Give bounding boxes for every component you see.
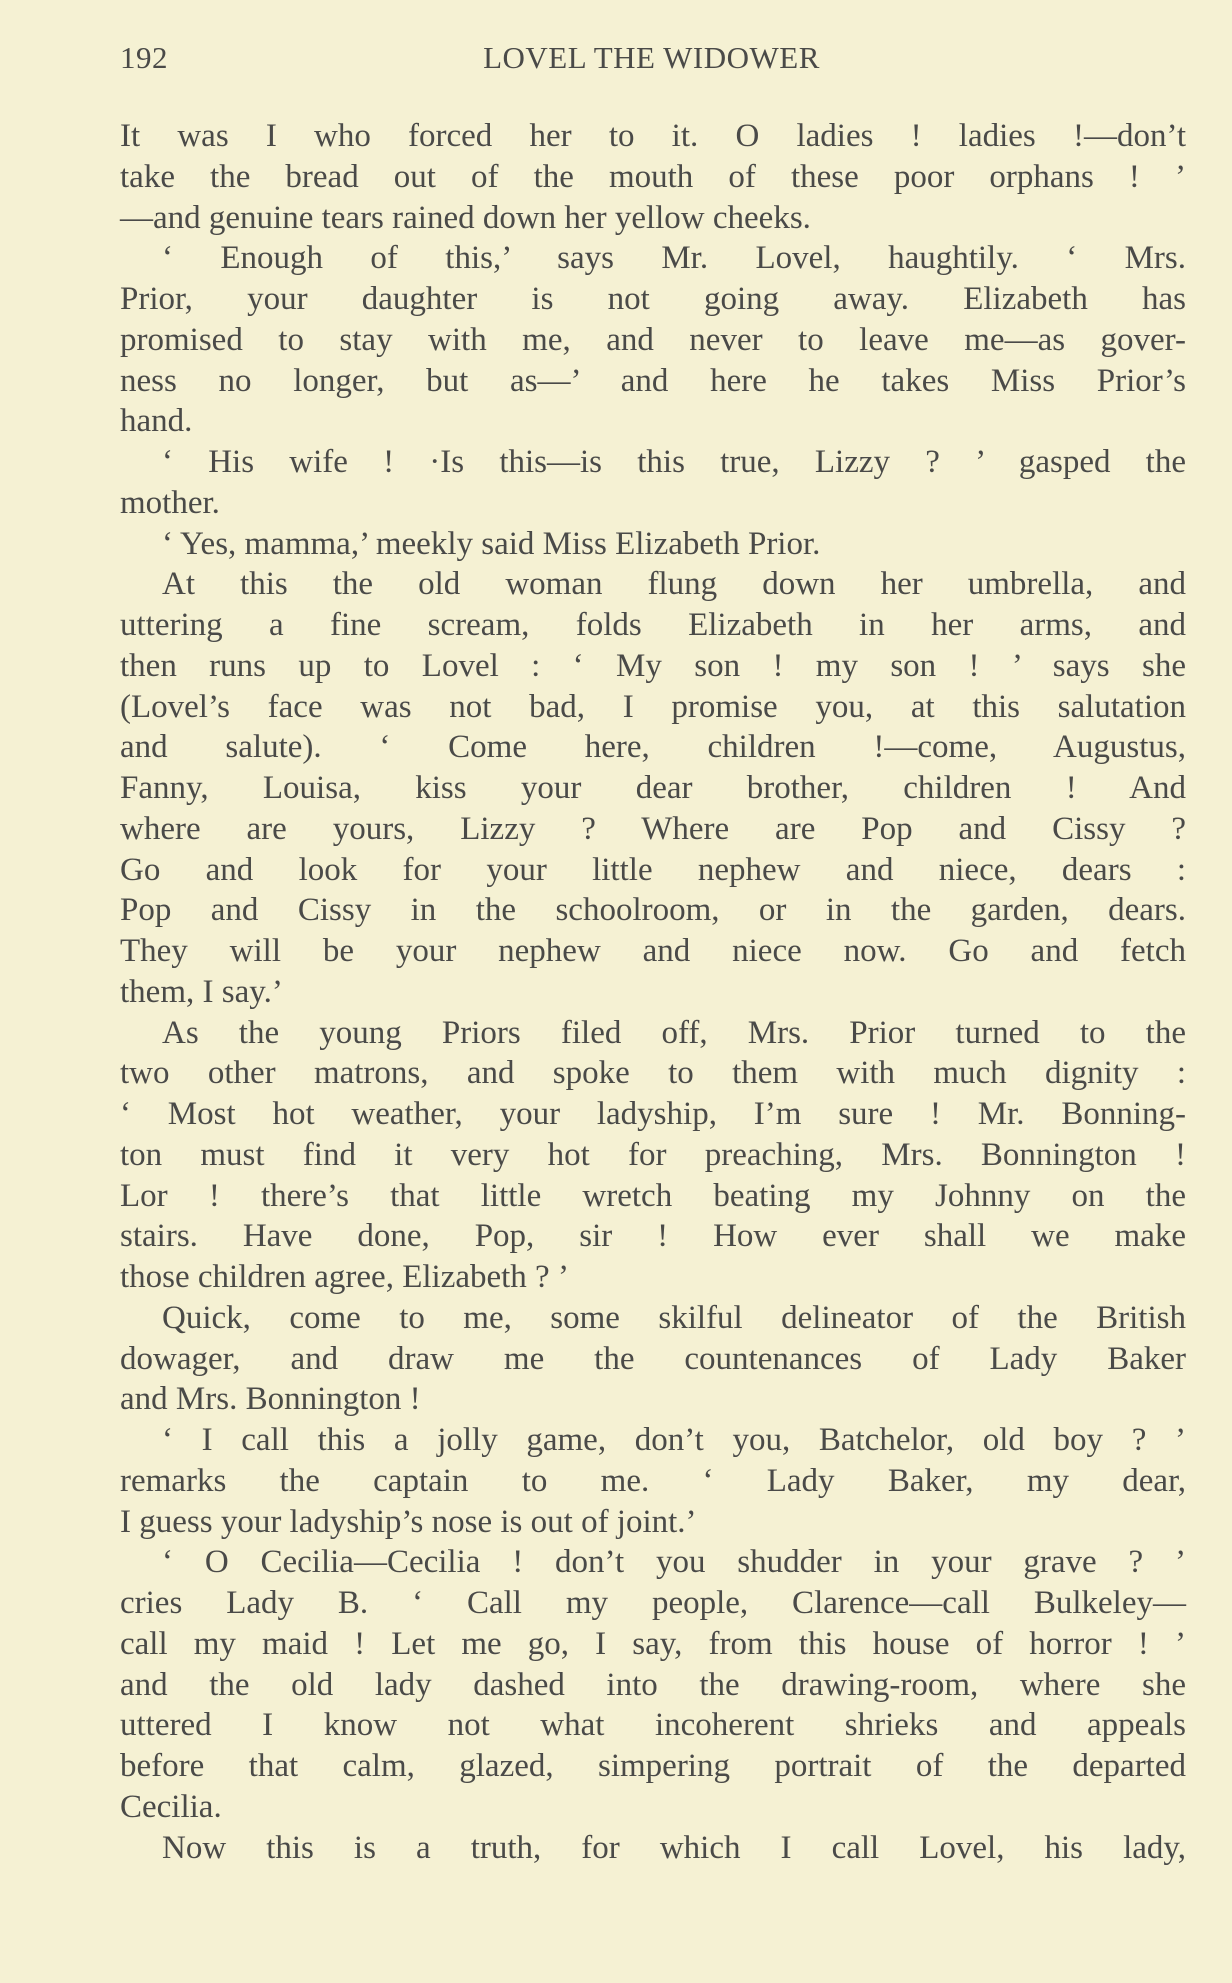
text-line: Lor ! there’s that little wretch beating my Johnny on the <box>120 1177 1186 1214</box>
text-line: ‘ I call this a jolly game, don’t you, Batchelor, old boy ? ’ <box>162 1422 1186 1458</box>
text-line: and Mrs. Bonnington ! <box>120 1381 421 1418</box>
text-line: Pop and Cissy in the schoolroom, or in the garden, dears. <box>120 892 1186 929</box>
text-line: ton must find it very hot for preaching, Mrs. Bonnington ! <box>120 1136 1186 1173</box>
text-line: ‘ O Cecilia—Cecilia ! don’t you shudder in your grave ? ’ <box>162 1544 1186 1581</box>
text-line: Go and look for your little nephew and niece, dears : <box>120 851 1186 888</box>
text-line: —and genuine tears rained down her yellow cheeks. <box>120 199 811 236</box>
text-line: mother. <box>120 484 220 521</box>
text-line: As the young Priors filed off, Mrs. Prior turned to the <box>162 1014 1186 1051</box>
text-line: Cecilia. <box>120 1788 222 1825</box>
text-line: before that calm, glazed, simpering portrait of the departed <box>120 1748 1186 1784</box>
text-line: ‘ His wife ! ·Is this—is this true, Lizzy ? ’ gasped the <box>162 444 1186 480</box>
text-line: call my maid ! Let me go, I say, from this house of horror ! ’ <box>120 1625 1186 1662</box>
text-line: uttered I know not what incoherent shrieks and appeals <box>120 1707 1186 1744</box>
text-line: take the bread out of the mouth of these poor orphans ! ’ <box>120 158 1186 195</box>
text-line: then runs up to Lovel : ‘ My son ! my son ! ’ says she <box>120 647 1186 684</box>
text-line: and the old lady dashed into the drawing-room, where she <box>120 1666 1186 1703</box>
page-body-text <box>120 116 1186 1868</box>
text-line: promised to stay with me, and never to leave me—as gover- <box>120 321 1186 358</box>
text-line: ‘ Enough of this,’ says Mr. Lovel, haughtily. ‘ Mrs. <box>162 240 1186 277</box>
text-line: ness no longer, but as—’ and here he takes Miss Prior’s <box>120 362 1186 399</box>
text-line: It was I who forced her to it. O ladies ! ladies !—don’t <box>120 118 1186 154</box>
text-line: them, I say.’ <box>120 973 283 1010</box>
text-line: dowager, and draw me the countenances of Lady Baker <box>120 1340 1186 1377</box>
text-line: two other matrons, and spoke to them with much dignity : <box>120 1055 1186 1092</box>
text-line: ‘ Yes, mamma,’ meekly said Miss Elizabeth Prior. <box>162 525 821 562</box>
text-line: ‘ Most hot weather, your ladyship, I’m sure ! Mr. Bonning- <box>120 1096 1186 1132</box>
page-number: 192 <box>120 40 168 75</box>
text-line: where are yours, Lizzy ? Where are Pop and Cissy ? <box>120 810 1186 847</box>
text-line: Fanny, Louisa, kiss your dear brother, children ! And <box>120 770 1186 806</box>
text-line: those children agree, Elizabeth ? ’ <box>120 1259 569 1295</box>
text-line: hand. <box>120 403 193 440</box>
text-line: cries Lady B. ‘ Call my people, Clarence—call Bulkeley— <box>120 1585 1186 1621</box>
text-line: They will be your nephew and niece now. Go and fetch <box>120 933 1186 969</box>
text-line: Quick, come to me, some skilful delineator of the British <box>162 1299 1186 1336</box>
text-line: I guess your ladyship’s nose is out of joint.’ <box>120 1503 697 1540</box>
text-line: (Lovel’s face was not bad, I promise you, at this salutation <box>120 688 1186 725</box>
text-line: Now this is a truth, for which I call Lovel, his lady, <box>162 1829 1186 1866</box>
text-line: Prior, your daughter is not going away. Elizabeth has <box>120 281 1186 317</box>
running-title: LOVEL THE WIDOWER <box>483 40 820 75</box>
text-line: At this the old woman flung down her umbrella, and <box>162 566 1186 603</box>
text-line: remarks the captain to me. ‘ Lady Baker, my dear, <box>120 1462 1186 1499</box>
text-line: stairs. Have done, Pop, sir ! How ever shall we make <box>120 1218 1186 1255</box>
text-line: and salute). ‘ Come here, children !—come, Augustus, <box>120 729 1186 766</box>
text-line: uttering a fine scream, folds Elizabeth in her arms, and <box>120 607 1186 643</box>
